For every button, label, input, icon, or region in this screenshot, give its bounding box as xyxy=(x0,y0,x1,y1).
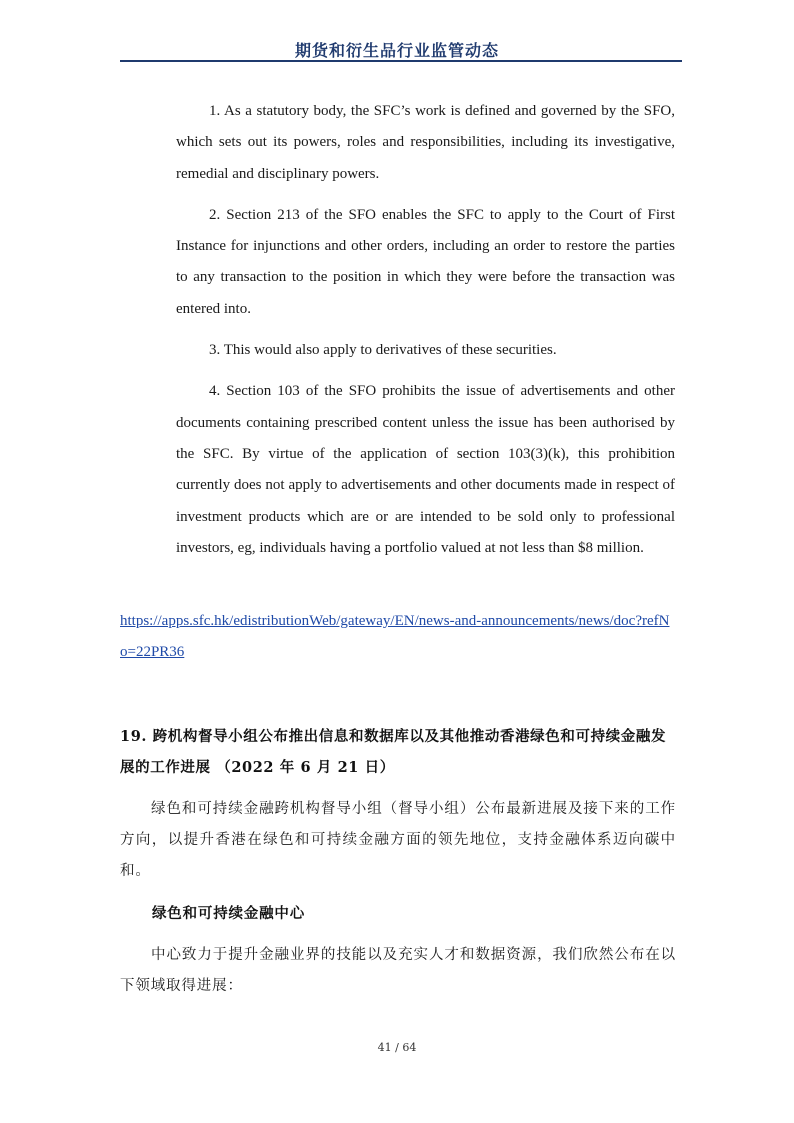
note-2: 2. Section 213 of the SFO enables the SFC to apply to the Court of First Instance for injunctions and other orders, including an order to restore the parties to any transaction to the position in which they were before the transaction was entered into. xyxy=(176,206,675,317)
notes-list xyxy=(176,96,675,574)
running-header-title: 期货和衍生品行业监管动态 xyxy=(294,41,499,60)
source-link[interactable]: https://apps.sfc.hk/edistributionWeb/gateway/EN/news-and-announcements/news/doc?refNo=22PR36 xyxy=(120,613,670,660)
note-3: 3. This would also apply to derivatives of these securities. xyxy=(209,342,557,359)
note-1: 1. As a statutory body, the SFC’s work is defined and governed by the SFO, which sets out its powers, roles and responsibilities, including its investigative, remedial and disciplinary powers. xyxy=(176,103,675,182)
page-number: 41 / 64 xyxy=(377,1041,417,1054)
note-4: 4. Section 103 of the SFO prohibits the issue of advertisements and other documents containing prescribed content unless the issue has been authorised by the SFC. By virtue of the application of section 103(3)(k), this prohibition currently does not apply to advertisements and other documents made in respect of investment products which are or are intended to be sold only to professional investors, eg, individuals having a portfolio valued at not less than $8 million. xyxy=(176,383,675,556)
subsection-heading: 绿色和可持续金融中心 xyxy=(152,905,305,922)
header-divider xyxy=(120,60,682,62)
section-heading: 19. 跨机构督导小组公布推出信息和数据库以及其他推动香港绿色和可持续金融发展的工作进展 （2022 年 6 月 21 日） xyxy=(120,728,667,776)
section-paragraph-2: 中心致力于提升金融业界的技能以及充实人才和数据资源，我们欣然公布在以下领域取得进展： xyxy=(120,947,676,994)
section-paragraph-1: 绿色和可持续金融跨机构督导小组（督导小组）公布最新进展及接下来的工作方向，以提升香港在绿色和可持续金融方面的领先地位，支持金融体系迈向碳中和。 xyxy=(120,801,676,879)
